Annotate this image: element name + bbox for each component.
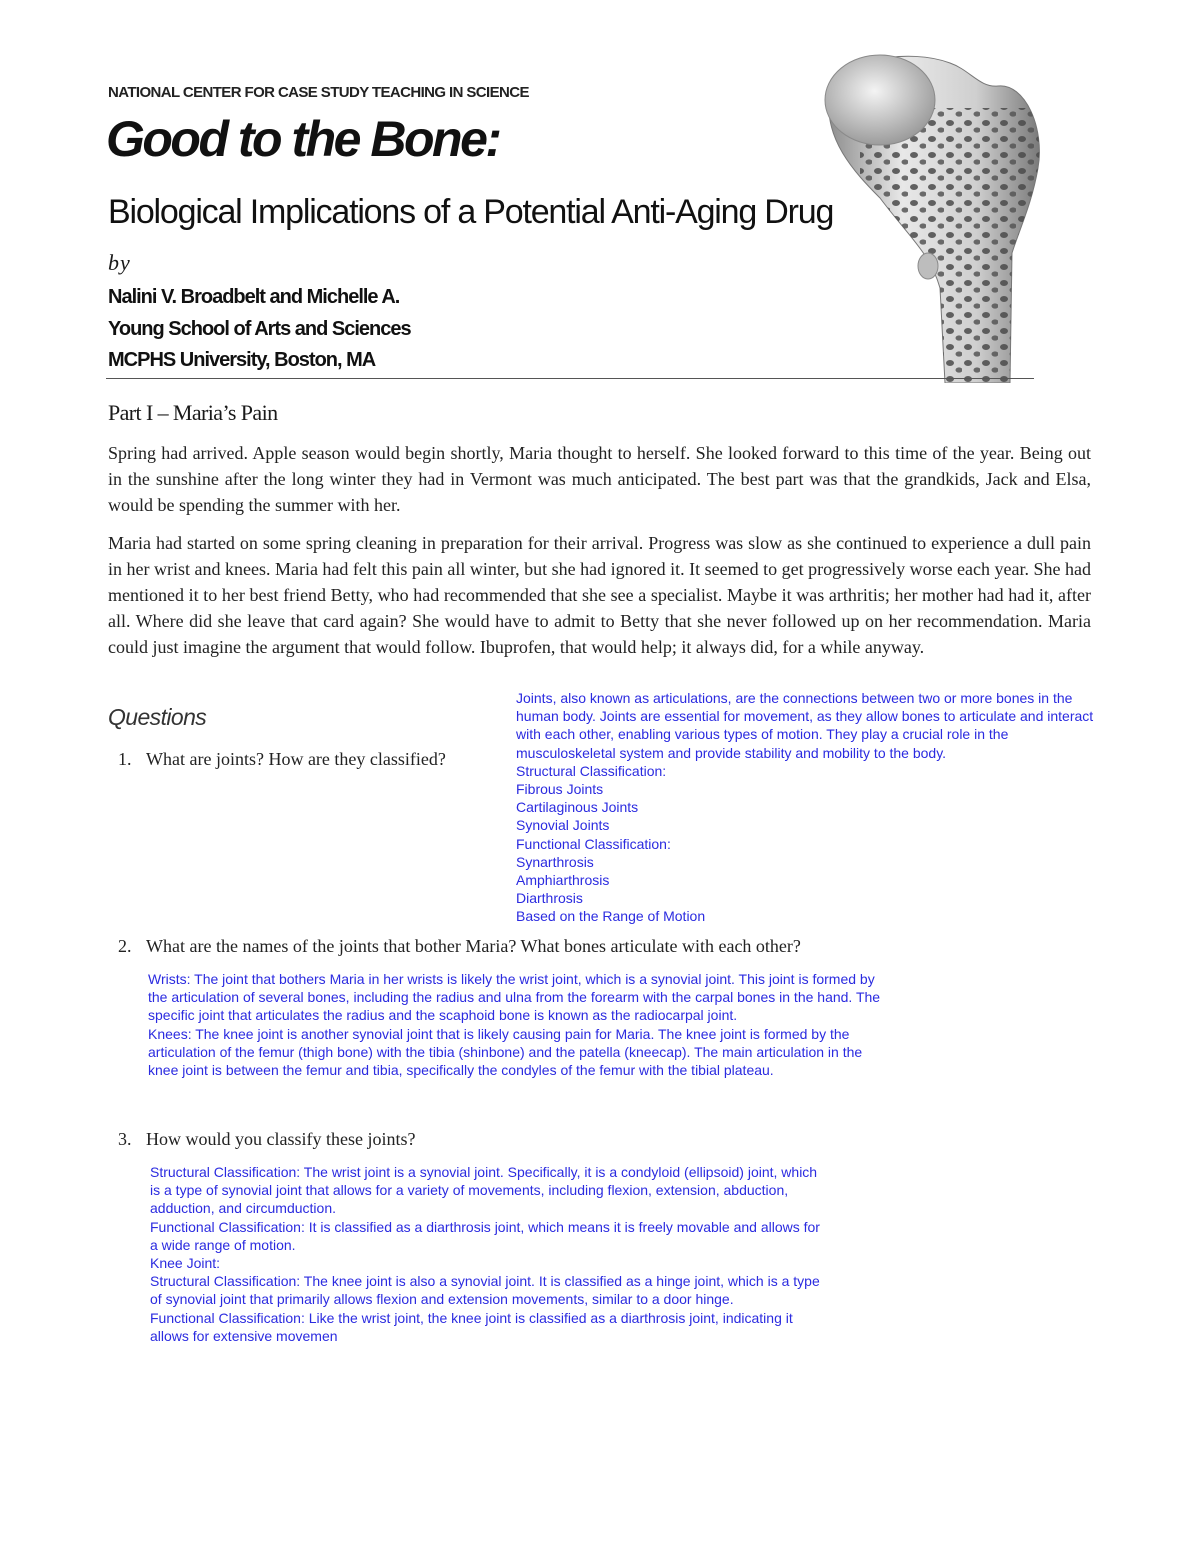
bone-illustration [800,38,1040,383]
question-number: 1. [118,749,132,769]
authors-line: Nalini V. Broadbelt and Michelle A. [108,286,400,308]
story-paragraph: Maria had started on some spring cleaning in preparation for their arrival. Progress was slow as she continued to experience a dull pain in her wrist and knees. Maria had felt this pain all winter, but she had ignored it. It seemed to get progressively worse each year. She had mentioned it to her best friend Betty, who had recommended that she see a specialist. Maybe it was arthritis; her mother had had it, after all. Where did she leave that card again? She would have to admit to Betty that she never followed up on her recommendation. Maria could just imagine the argument that would follow. Ibuprofen, that would help; it always did, for a while anyway. [108,533,1091,657]
byline: by [108,250,131,275]
header-divider [106,378,1034,379]
question-number: 3. [118,1129,132,1149]
organization-name: NATIONAL CENTER FOR CASE STUDY TEACHING IN SCIENCE [108,84,529,101]
question-item [118,936,1018,960]
answer-text: Structural Classification: The wrist joint is a synovial joint. Specifically, it is a condyloid (ellipsoid) joint, which is a type of synovial joint that allows for a variety of movements, including flexion, extension, abduction, adduction, and circumduction. Functional Classification: It is classified as a diarthrosis joint, which means it is freely movable and allows for a wide range of motion. Knee Joint: Structural Classification: The knee joint is also a synovial joint. It is classified as a hinge joint, which is a type of synovial joint that primarily allows flexion and extension movements, similar to a door hinge. Functional Classification: Like the wrist joint, the knee joint is classified as a diarthrosis joint, indicating it allows for extensive movemen [150,1164,820,1344]
case-subtitle: Biological Implications of a Potential Anti-Aging Drug [108,193,834,231]
case-title: Good to the Bone: [106,111,500,167]
question-text: How would you classify these joints? [146,1129,416,1149]
answer-text: Joints, also known as articulations, are the connections between two or more bones in the human body. Joints are essential for movement, as they allow bones to articulate and interact with each other, enabling various types of motion. They play a crucial role in the musculoskeletal system and provide stability and mobility to the body. Structural Classification: Fibrous Joints Cartilaginous Joints Synovial Joints Functional Classification: Synarthrosis Amphiarthrosis Diarthrosis Based on the Range of Motion [516,690,1094,925]
question-item [118,749,498,773]
questions-heading: Questions [108,704,207,730]
question-text: What are joints? How are they classified? [146,749,446,769]
question-item [118,1129,618,1153]
answer-text: Wrists: The joint that bothers Maria in her wrists is likely the wrist joint, which is a synovial joint. This joint is formed by the articulation of several bones, including the radius and ulna from the forearm with the carpal bones in the hand. The specific joint that articulates the radius and the scaphoid bone is known as the radiocarpal joint. Knees: The knee joint is another synovial joint that is likely causing pain for Maria. The knee joint is formed by the articulation of the femur (thigh bone) with the tibia (shinbone) and the patella (kneecap). The main articulation in the knee joint is between the femur and tibia, specifically the condyles of the femur with the tibial plateau. [148,971,881,1079]
story-paragraph: Spring had arrived. Apple season would begin shortly, Maria thought to herself. She looked forward to this time of the year. Being out in the sunshine after the long winter they had in Vermont was much anticipated. The best part was that the grandkids, Jack and Elsa, would be spending the summer with her. [108,443,1091,515]
affiliation-line: Young School of Arts and Sciences [108,318,411,340]
location-line: MCPHS University, Boston, MA [108,349,376,371]
question-text: What are the names of the joints that bother Maria? What bones articulate with each other? [146,936,801,956]
part-heading: Part I – Maria’s Pain [108,400,278,425]
question-number: 2. [118,936,132,956]
